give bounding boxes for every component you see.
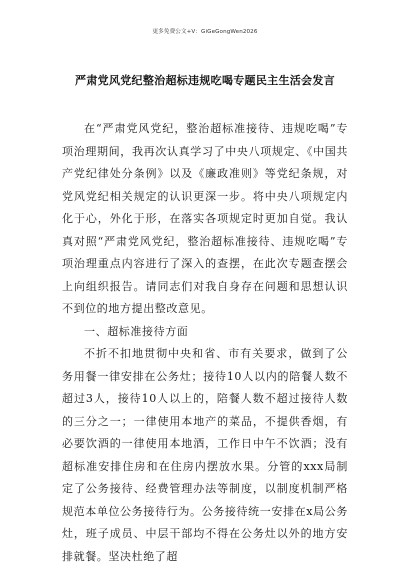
intro-paragraph: 在“严肃党风党纪，整治超标准接待、违规吃喝”专项治理期间，我再次认真学习了中央八项规定、《中国共产党纪律处分条例》以及《廉政准则》等党纪条规，对党风党纪相关规定的认识更深一步。将中央八项规定内化于心，外化于形，在落实各项规定时更加自觉。我认真对照“严肃党风党纪，整治超标准接待、违规吃喝”专项治理重点内容进行了深入的查摆，在此次专题查摆会上向组织报告。请同志们对我自身存在问题和思想认识不到位的地方提出整改意见。 (62, 122, 348, 315)
document-title: 严肃党风党纪整治超标违规吃喝专题民主生活会发言 (75, 74, 335, 87)
document-body (62, 118, 348, 568)
section-paragraph: 不折不扣地贯彻中央和省、市有关要求，做到了公务用餐一律安排在公务灶；接待10人以内的陪餐人数不超过3人，接待10人以上的，陪餐人数不超过接待人数的三分之一；一律使用本地产的菜品，不提供香烟，有必要饮酒的一律使用本地酒，工作日中午不饮酒；没有超标准安排住房和在住房内摆放水果。分管的xxx局制定了公务接待、经费管理办法等制度，以制度机制严格规范本单位公务接待行为。公务接待统一安排在x局公务灶，班子成员、中层干部均不得在公务灶以外的地方安排就餐。坚决杜绝了超 (62, 347, 348, 563)
header-promo-note: 更多免费公文+V：GiGeGongWen2026 (152, 29, 258, 35)
section-heading: 一、超标准接待方面 (84, 324, 189, 338)
